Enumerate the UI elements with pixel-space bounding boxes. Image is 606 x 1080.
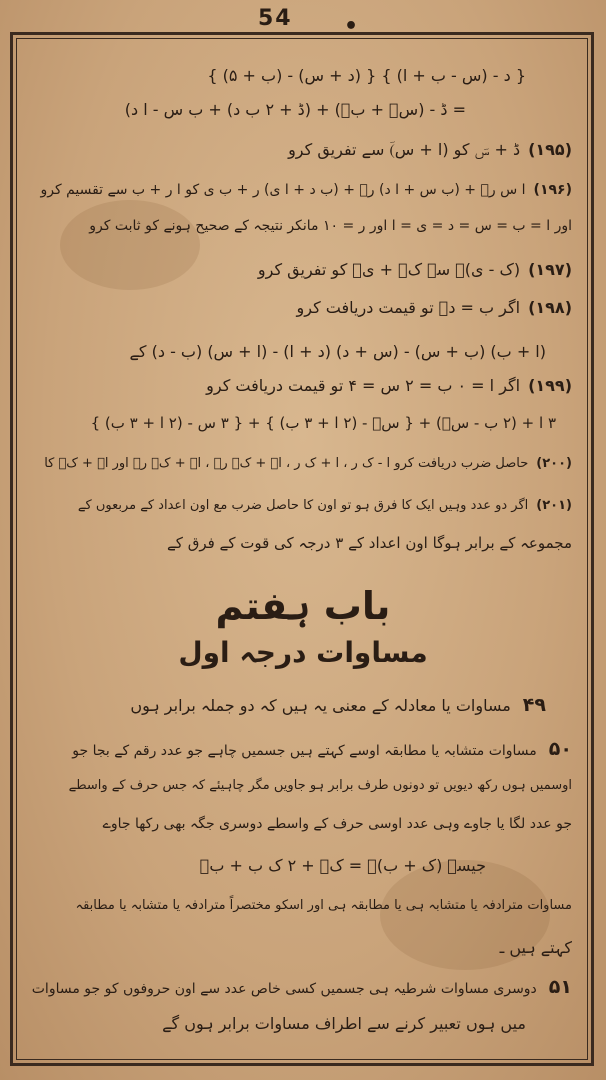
paragraph-line: ۴۹مساوات یا معادلہ کے معنی یہ ہیں کہ دو جملہ برابر ہوں bbox=[130, 694, 546, 716]
exercise-item: (۱۹۹)اگر ا = ۰ ب = ۲ س = ۴ تو قیمت دریافت کرو bbox=[206, 376, 572, 395]
page-number: 54 bbox=[258, 6, 293, 31]
exercise-item: (۲۰۱)اگر دو عدد وہیں ایک کا فرق ہو تو اون کا حاصل ضرب مع اون اعداد کے مربعوں کے bbox=[77, 498, 572, 513]
paragraph-line: جیسے (ک + ب)ؔ = کؔ + ۲ ک ب + بؔ bbox=[199, 856, 486, 875]
exercise-number: (۱۹۵) bbox=[528, 140, 572, 159]
exercise-number: (۲۰۰) bbox=[536, 456, 572, 471]
exercise-number: (۱۹۹) bbox=[528, 376, 572, 395]
chapter-subtitle: مساوات درجہ اول bbox=[178, 636, 428, 669]
exercise-item: (۱۹۸)اگر ب = دؔ تو قیمت دریافت کرو bbox=[296, 298, 572, 317]
exercise-item: (۱۹۶)ا س رؔ + (ب س + ا د) رؔ + (ب د + ا ی) ر + ب ی کو ا ر + ب سے تقسیم کرو bbox=[40, 182, 572, 198]
exercise-number: (۲۰۱) bbox=[536, 498, 572, 513]
exercise-number: (۱۹۶) bbox=[533, 182, 572, 198]
paragraph-number: ۴۹ bbox=[522, 694, 546, 716]
exercise-line: = ڈ - (سؔ + بؔ) + (ڈ + ۲ ب د) + ب س - ا د) bbox=[124, 100, 466, 119]
exercise-line: { د - (س - ب + ا) } { (د + س) - (ب + ۵) } bbox=[207, 66, 526, 85]
paragraph-line: جو عدد لگا یا جاوے وہی عدد اوسی حرف کے واسطے دوسری جگہ بھی رکھا جاوے bbox=[102, 816, 572, 832]
exercise-item: (۲۰۰)حاصل ضرب دریافت کرو ا - ک ر ، ا + ک ر ، اؔ + کؔ رؔ ، اؔ + کؔ رؔ اور اؔ + کؔ کا bbox=[44, 456, 572, 471]
exercise-line: ۳ ا + (۲ ب - سؔ) + { سؔ - (۲ ا + ۳ ب) } + { ۳ س - (۲ ا + ۳ ب) } bbox=[90, 414, 556, 432]
paragraph-line: میں ہوں تعبیر کرنے سے اطراف مساوات برابر ہوں گے bbox=[162, 1014, 526, 1033]
exercise-line: (ا + ب) (ب + س) - (س + د) (د + ا) - (ا + س) (ب - د) کے bbox=[129, 342, 546, 361]
exercise-line: مجموعہ کے برابر ہوگا اون اعداد کے ۳ درجہ کی قوت کے فرق کے bbox=[167, 534, 572, 552]
paragraph-line: ۵۰مساوات متشابہ یا مطابقہ اوسے کہتے ہیں جسمیں چاہے جو عدد رقم کے بجا جو bbox=[72, 738, 572, 760]
exercise-line: اور ا = ب = س = د = ی = ا اور ر = ۱۰ مانکر نتیجہ کے صحیح ہونے کو ثابت کرو bbox=[89, 218, 572, 234]
exercise-item: (۱۹۷)(ک - ی)ؔ سے کؔ + یؔ کو تفریق کرو bbox=[257, 260, 572, 279]
page-dot-mark: • bbox=[344, 14, 359, 39]
paragraph-line: ۵۱دوسری مساوات شرطیہ ہی جسمیں کسی خاص عدد سے اون حروفوں کو جو مساوات bbox=[31, 976, 572, 998]
paragraph-line: اوسمیں ہوں رکھ دیویں تو دونوں طرف برابر ہو جاویں مگر چاہیئے کہ جس حرف کے واسطے bbox=[68, 778, 572, 793]
paragraph-line: مساوات مترادفہ یا متشابہ ہی یا مطابقہ ہی اور اسکو مختصراً مترادفہ یا متشابہ یا مطابقہ bbox=[75, 898, 572, 913]
chapter-title: باب ہفتم bbox=[215, 584, 391, 628]
paragraph-number: ۵۱ bbox=[548, 976, 572, 998]
paragraph-line: کہتے ہیں ـ bbox=[499, 938, 572, 957]
exercise-number: (۱۹۸) bbox=[528, 298, 572, 317]
exercise-item: (۱۹۵)ڈ + سؔ کو (ا + س)ؔ سے تفریق کرو bbox=[288, 140, 572, 159]
paragraph-number: ۵۰ bbox=[548, 738, 572, 760]
exercise-number: (۱۹۷) bbox=[528, 260, 572, 279]
